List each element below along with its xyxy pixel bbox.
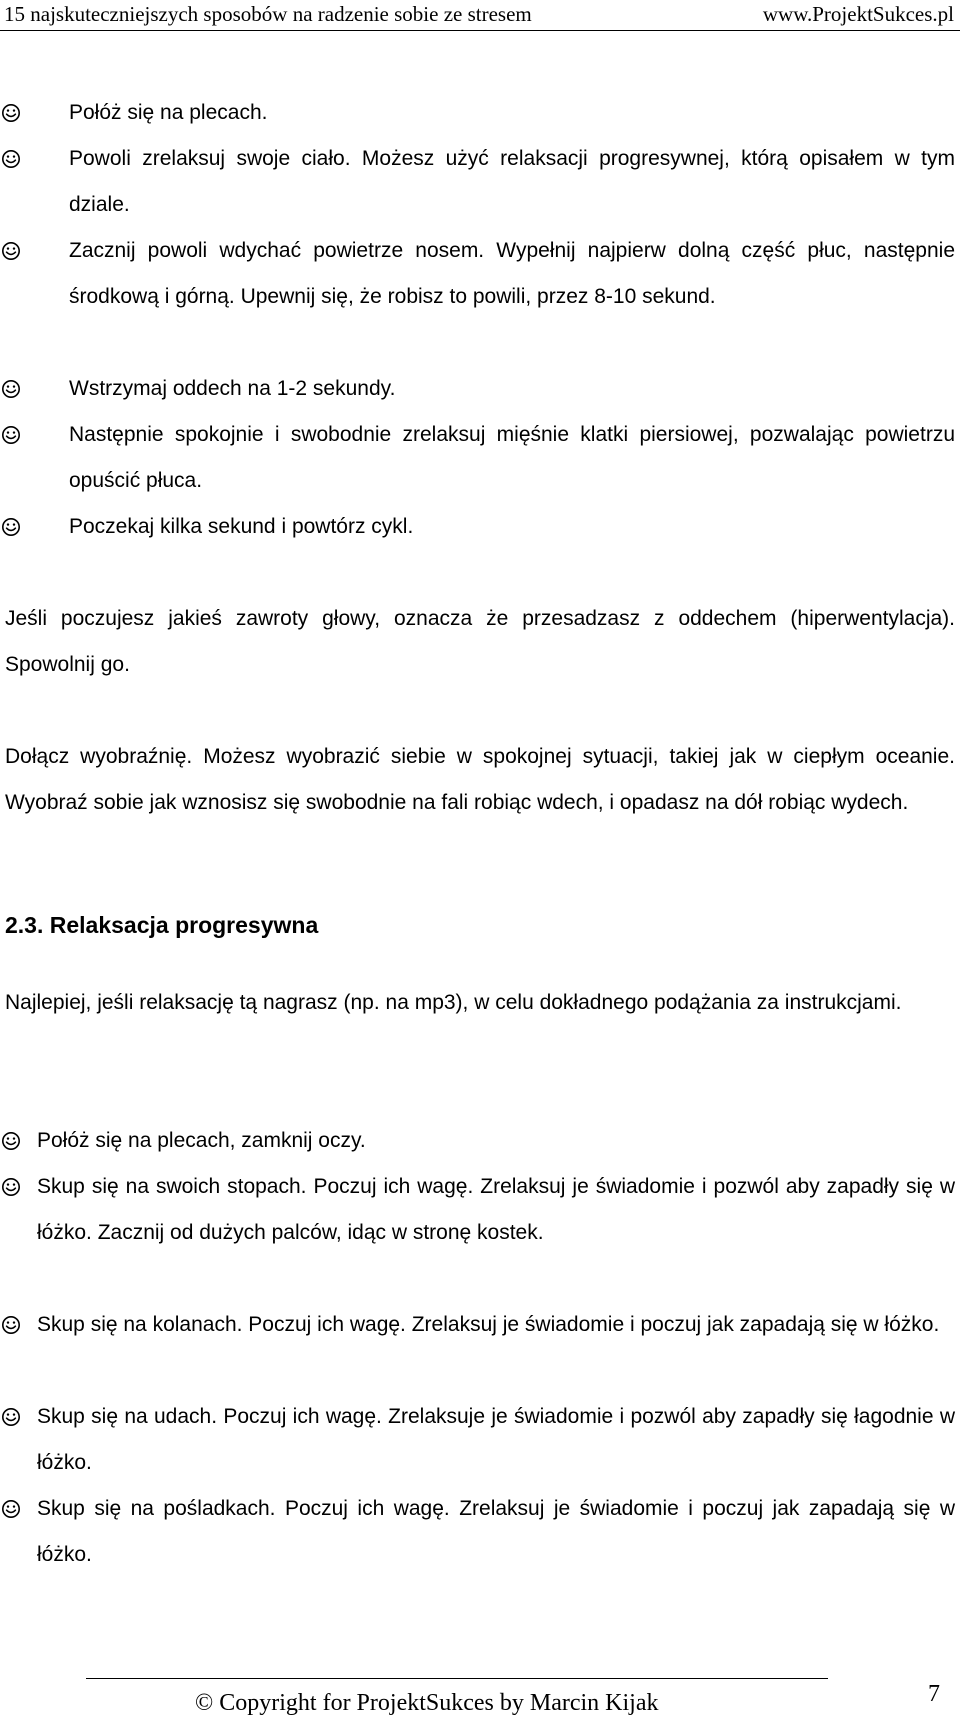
smiley-icon [0,1164,22,1210]
page-number: 7 [928,1681,940,1707]
site-url: www.ProjektSukces.pl [762,2,954,26]
warning-paragraph: Jeśli poczujesz jakieś zawroty głowy, oznacza że przesadzasz z oddechem (hiperwentylacja). Spowolnij go. [5,607,955,676]
list-item: Poczekaj kilka sekund i powtórz cykl. [45,504,955,550]
smiley-icon [0,90,22,136]
document-title: 15 najskuteczniejszych sposobów na radzenie sobie ze stresem [4,2,532,26]
list-item: Zacznij powoli wdychać powietrze nosem. Wypełnij najpierw dolną część płuc, następnie środkową i górną. Upewnij się, że robisz to powili, przez 8-10 sekund. [45,228,955,320]
smiley-icon [0,1394,22,1440]
smiley-icon [0,412,22,458]
section-heading: 2.3. Relaksacja progresywna [5,912,319,938]
list-item: Połóż się na plecach. [45,90,955,136]
list-item: Skup się na swoich stopach. Poczuj ich wagę. Zrelaksuj je świadomie i pozwól aby zapadły się w łóżko. Zacznij od dużych palców, idąc w stronę kostek. [13,1164,955,1256]
smiley-icon [0,1118,22,1164]
intro-paragraph: Najlepiej, jeśli relaksację tą nagrasz (np. na mp3), w celu dokładnego podążania za instrukcjami. [5,991,902,1014]
list-item: Skup się na kolanach. Poczuj ich wagę. Zrelaksuj je świadomie i poczuj jak zapadają się w łóżko. [13,1302,955,1348]
footer-divider [86,1678,828,1679]
list-item: Wstrzymaj oddech na 1-2 sekundy. [45,366,955,412]
smiley-icon [0,228,22,274]
list-item: Następnie spokojnie i swobodnie zrelaksuj mięśnie klatki piersiowej, pozwalając powietrzu opuścić płuca. [45,412,955,504]
list-item: Powoli zrelaksuj swoje ciało. Możesz użyć relaksacji progresywnej, którą opisałem w tym dziale. [45,136,955,228]
list-item: Skup się na pośladkach. Poczuj ich wagę. Zrelaksuj je świadomie i poczuj jak zapadają się w łóżko. [13,1486,955,1578]
list-item: Połóż się na plecach, zamknij oczy. [13,1118,955,1164]
list-item: Skup się na udach. Poczuj ich wagę. Zrelaksuje je świadomie i pozwól aby zapadły się łagodnie w łóżko. [13,1394,955,1486]
smiley-icon [0,1486,22,1532]
header-divider [0,30,960,31]
smiley-icon [0,1302,22,1348]
smiley-icon [0,136,22,182]
smiley-icon [0,504,22,550]
page-header [0,0,960,32]
copyright-footer: © Copyright for ProjektSukces by Marcin Kijak [195,1690,659,1716]
smiley-icon [0,366,22,412]
imagination-paragraph: Dołącz wyobraźnię. Możesz wyobrazić siebie w spokojnej sytuacji, takiej jak w ciepłym oceanie. Wyobraź sobie jak wznosisz się swobodnie na fali robiąc wdech, i opadasz na dół robiąc wydech. [5,745,955,814]
